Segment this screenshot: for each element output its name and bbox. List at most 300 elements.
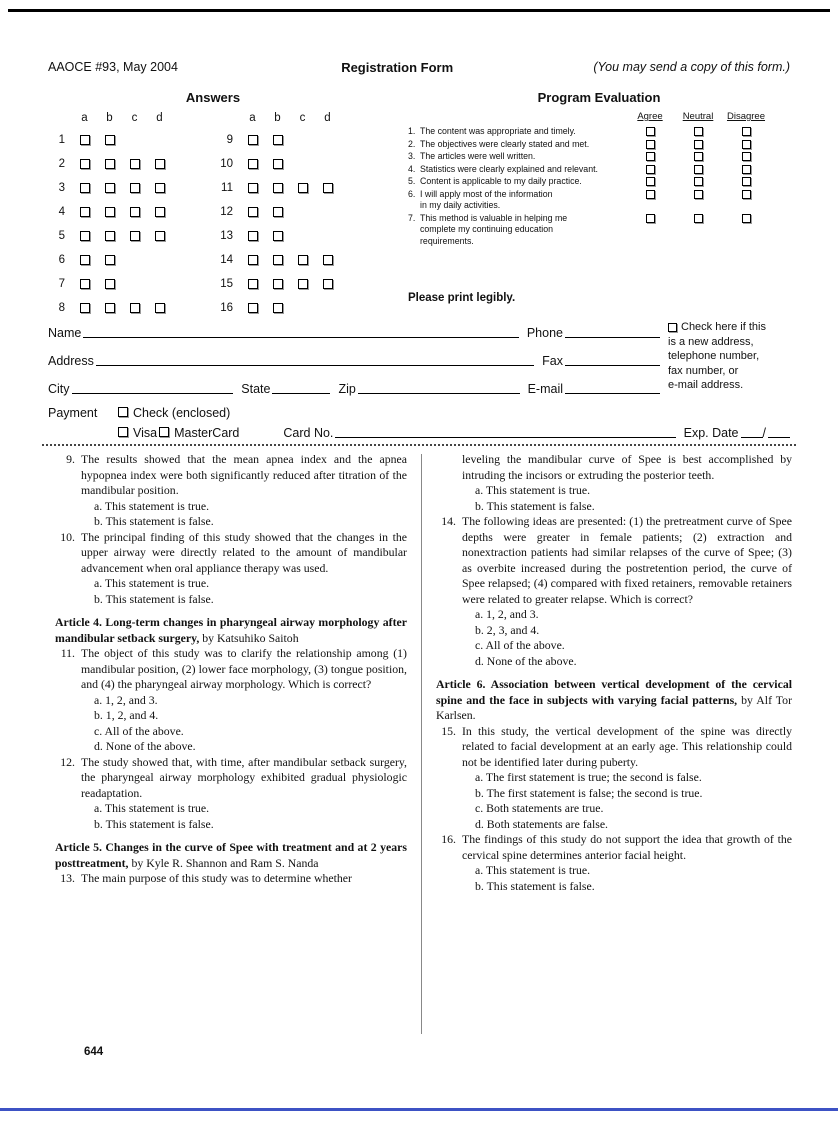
evaluation-item-checkboxes: [626, 151, 770, 161]
evaluation-column-disagree: Disagree: [726, 111, 766, 122]
evaluation-cell: [674, 139, 722, 149]
answer-slot: [265, 279, 290, 289]
answer-row-number: 8: [58, 302, 65, 314]
evaluation-item-line: The articles were well written.: [420, 151, 536, 161]
answer-checkbox-5a[interactable]: [80, 231, 90, 241]
evaluation-item-checkboxes: [626, 189, 770, 199]
evaluation-item: [408, 189, 790, 212]
evaluation-cell: [722, 151, 770, 161]
evaluation-item: [408, 176, 790, 188]
answer-slot: [265, 255, 290, 265]
answer-slot: [122, 207, 147, 217]
answer-checkbox-10b[interactable]: [273, 159, 283, 169]
question-option: b. The first statement is false; the second is true.: [475, 785, 703, 800]
answer-slot: [72, 183, 97, 193]
question-body: [75, 530, 407, 608]
answer-row: [48, 176, 172, 200]
phone-label: Phone: [526, 326, 563, 340]
answer-slot: [240, 159, 265, 169]
print-legibly-note: Please print legibly.: [408, 292, 516, 304]
answer-checkbox-14c[interactable]: [298, 255, 308, 265]
answer-checkbox-9b[interactable]: [273, 135, 283, 145]
state-label: State: [241, 382, 271, 396]
answers-section: [48, 90, 378, 320]
answer-checkbox-4a[interactable]: [80, 207, 90, 217]
evaluation-checkbox-3-disagree[interactable]: [742, 152, 751, 161]
exp-date-label: Exp. Date: [683, 426, 739, 440]
answer-row: [48, 272, 172, 296]
answer-checkbox-14b[interactable]: [273, 255, 283, 265]
evaluation-item-line: This method is valuable in helping me: [420, 212, 568, 223]
article-heading: [55, 840, 407, 871]
answer-checkbox-14a[interactable]: [248, 255, 258, 265]
answer-slot: [97, 159, 122, 169]
question-body: [75, 871, 407, 887]
check-enclosed-checkbox[interactable]: [118, 407, 128, 417]
answer-letters-header: [48, 110, 172, 126]
answer-checkbox-2a[interactable]: [80, 159, 90, 169]
evaluation-checkbox-6-neutral[interactable]: [694, 190, 703, 199]
answer-row-number: 16: [220, 302, 233, 314]
program-evaluation-section: [408, 90, 790, 248]
answer-checkbox-10a[interactable]: [248, 159, 258, 169]
evaluation-cell: [626, 139, 674, 149]
evaluation-cell: [626, 164, 674, 174]
answer-checkbox-3a[interactable]: [80, 183, 90, 193]
visa-checkbox[interactable]: [118, 427, 128, 437]
question-text: The results showed that the mean apnea index and the apnea hypopnea index were both significantly reduced after titration of the mandibular position.: [81, 452, 407, 497]
evaluation-item-lines: [420, 176, 626, 188]
evaluation-checkbox-2-disagree[interactable]: [742, 140, 751, 149]
evaluation-items: [408, 126, 790, 247]
evaluation-checkbox-6-disagree[interactable]: [742, 190, 751, 199]
answer-checkbox-15b[interactable]: [273, 279, 283, 289]
answer-checkbox-11d[interactable]: [323, 183, 333, 193]
state-input-line[interactable]: [272, 384, 330, 394]
question-number: [436, 452, 456, 514]
answer-checkbox-1a[interactable]: [80, 135, 90, 145]
answer-slot: [97, 279, 122, 289]
evaluation-column-agree: Agree: [637, 111, 663, 122]
evaluation-item-number: 5.: [408, 176, 416, 186]
answer-slot: [122, 159, 147, 169]
evaluation-item-number: 4.: [408, 163, 416, 174]
evaluation-cell: [722, 164, 770, 174]
evaluation-item-line: in my daily activities.: [420, 200, 501, 210]
evaluation-item-text: [408, 189, 626, 212]
evaluation-checkbox-2-neutral[interactable]: [694, 140, 703, 149]
exp-date-separator: /: [762, 426, 766, 440]
answer-slot: [315, 255, 340, 265]
fax-label: Fax: [542, 354, 563, 368]
question-option: a. This statement is true.: [475, 483, 591, 497]
question-number: 13.: [60, 871, 75, 885]
evaluation-cell: [722, 139, 770, 149]
question-option: b. This statement is false.: [94, 816, 214, 831]
answer-checkbox-13b[interactable]: [273, 231, 283, 241]
answer-slot: [240, 255, 265, 265]
answer-row: [216, 248, 340, 272]
question-option: d. None of the above.: [475, 653, 577, 668]
question-option: a. The first statement is true; the second is false.: [475, 770, 702, 784]
answer-checkbox-13a[interactable]: [248, 231, 258, 241]
answer-slot: [97, 207, 122, 217]
answer-checkbox-7a[interactable]: [80, 279, 90, 289]
answer-grid-left: [48, 110, 172, 320]
answer-slot: [97, 135, 122, 145]
evaluation-item-checkboxes: [626, 176, 770, 186]
question-option: c. Both statements are true.: [475, 801, 604, 815]
evaluation-checkbox-4-neutral[interactable]: [694, 165, 703, 174]
question-block: [436, 724, 792, 833]
answer-row-number: 13: [220, 230, 233, 242]
answer-letter: a: [249, 112, 256, 124]
question-continuation: [436, 452, 792, 514]
email-label: E-mail: [527, 382, 564, 396]
evaluation-item: [408, 139, 790, 151]
payment-row: [48, 396, 660, 420]
answer-slot: [122, 231, 147, 241]
answer-slot: [97, 183, 122, 193]
evaluation-cell: [674, 213, 722, 223]
evaluation-item-line: Statistics were clearly explained and relevant.: [420, 163, 598, 174]
question-text: The principal finding of this study showed that the changes in the upper airway were directly related to the amount of mandibular advancement when oral appliance therapy was used.: [81, 529, 407, 575]
answer-row: [48, 248, 172, 272]
question-body: [75, 452, 407, 530]
evaluation-cell: [674, 176, 722, 186]
question-number: 11.: [60, 646, 75, 660]
evaluation-item-text: [408, 139, 626, 151]
answer-checkbox-11c[interactable]: [298, 183, 308, 193]
answer-checkbox-4b[interactable]: [105, 207, 115, 217]
answer-slot: [265, 159, 290, 169]
question-option: b. 2, 3, and 4.: [475, 622, 540, 637]
answer-row-number: 5: [58, 230, 65, 242]
answer-row-number: 7: [58, 278, 65, 290]
city-state-zip-row: [48, 368, 660, 396]
answer-slot: [265, 183, 290, 193]
question-number: 14.: [441, 514, 456, 528]
answer-checkbox-5b[interactable]: [105, 231, 115, 241]
question-number: 15.: [441, 723, 456, 738]
question-text: The study showed that, with time, after mandibular setback surgery, the pharyngeal airway morphology exhibited gradual physiologic readaptation.: [81, 754, 407, 800]
contact-form: [48, 312, 790, 440]
form-title: Registration Form: [341, 60, 454, 75]
answer-checkbox-4c[interactable]: [130, 207, 140, 217]
answer-slot: [315, 183, 340, 193]
evaluation-column-headers: [408, 111, 790, 122]
question-block: [436, 832, 792, 894]
answer-letter: c: [299, 112, 306, 124]
check-enclosed-label: Check (enclosed): [133, 406, 231, 420]
article-heading-authors: by Alf Tor Karlsen.: [436, 692, 793, 722]
cut-line: [42, 444, 796, 446]
exp-year-line[interactable]: [768, 428, 790, 438]
payment-label: Payment: [48, 406, 98, 420]
answer-checkbox-9a[interactable]: [248, 135, 258, 145]
evaluation-item: [408, 213, 790, 248]
evaluation-checkbox-1-neutral[interactable]: [694, 127, 703, 136]
question-text: The object of this study was to clarify the relationship among (1) mandibular position, (2) lower face morphology, (3) tongue position, and (4) the pharyngeal airway morphology. Which is correct?: [81, 646, 407, 691]
question-option: a. This statement is true.: [94, 801, 210, 815]
issue-label: AAOCE #93, May 2004: [48, 60, 178, 74]
answer-checkbox-11a[interactable]: [248, 183, 258, 193]
column-divider: [421, 454, 422, 1034]
article-heading: [436, 677, 792, 724]
answer-slot: [147, 231, 172, 241]
evaluation-header-spacer: [408, 111, 626, 122]
answer-slot: [265, 207, 290, 217]
answer-checkbox-6a[interactable]: [80, 255, 90, 265]
exp-month-line[interactable]: [741, 428, 763, 438]
phone-input-line[interactable]: [565, 328, 660, 338]
evaluation-item: [408, 126, 790, 138]
answer-slot: [240, 207, 265, 217]
evaluation-checkbox-5-agree[interactable]: [646, 177, 655, 186]
evaluation-cell: [626, 126, 674, 136]
evaluation-checkbox-1-agree[interactable]: [646, 127, 655, 136]
answer-slot: [240, 135, 265, 145]
answer-checkbox-4d[interactable]: [155, 207, 165, 217]
answer-slot: [122, 183, 147, 193]
evaluation-item-lines: [420, 164, 626, 176]
answer-slot: [147, 207, 172, 217]
answer-slot: [290, 279, 315, 289]
question-option: b. This statement is false.: [94, 514, 214, 528]
question-body: [456, 832, 792, 894]
evaluation-item-lines: [420, 151, 626, 163]
evaluation-item-checkboxes: [626, 164, 770, 174]
new-address-note-text: fax number, or: [668, 364, 739, 377]
new-address-note: [668, 320, 792, 393]
question-block: [55, 871, 407, 887]
answer-letter: d: [156, 112, 163, 124]
question-text: The main purpose of this study was to determine whether: [81, 871, 352, 885]
evaluation-cell: [722, 126, 770, 136]
evaluation-item-checkboxes: [626, 139, 770, 149]
answer-checkbox-1b[interactable]: [105, 135, 115, 145]
answer-row: [48, 224, 172, 248]
question-body: [75, 755, 407, 833]
mastercard-label: MasterCard: [174, 426, 240, 440]
card-no-label: Card No.: [283, 426, 334, 440]
evaluation-item-text: [408, 164, 626, 176]
questions-right-column: [436, 452, 792, 1034]
answer-slot: [265, 231, 290, 241]
new-address-note-text: is a new address,: [668, 335, 754, 348]
evaluation-item: [408, 164, 790, 176]
evaluation-item: [408, 151, 790, 163]
answer-checkbox-15d[interactable]: [323, 279, 333, 289]
answer-checkbox-3c[interactable]: [130, 183, 140, 193]
evaluation-checkbox-3-neutral[interactable]: [694, 152, 703, 161]
answer-checkbox-7b[interactable]: [105, 279, 115, 289]
evaluation-cell: [674, 189, 722, 199]
article-heading-title: Article 4. Long-term changes in pharyngeal airway morphology after mandibular setback surgery,: [55, 615, 407, 645]
answer-slot: [72, 231, 97, 241]
answer-row-number: 1: [58, 134, 65, 146]
new-address-note-first-line: [668, 320, 792, 335]
answer-letters-header: [216, 110, 340, 126]
evaluation-cell: [722, 213, 770, 223]
visa-label: Visa: [133, 426, 158, 440]
evaluation-item-line: requirements.: [420, 235, 474, 246]
question-option: d. None of the above.: [94, 739, 196, 753]
answer-slot: [147, 183, 172, 193]
answer-slot: [290, 183, 315, 193]
evaluation-checkbox-1-disagree[interactable]: [742, 127, 751, 136]
question-option: a. This statement is true.: [94, 576, 210, 590]
evaluation-cell: [626, 151, 674, 161]
city-label: City: [48, 382, 70, 396]
address-input-line[interactable]: [96, 356, 534, 366]
contact-fields: [48, 312, 660, 420]
answer-row-number: 12: [220, 206, 233, 218]
answer-checkbox-15a[interactable]: [248, 279, 258, 289]
evaluation-item-number: 3.: [408, 151, 416, 161]
question-block: [436, 514, 792, 669]
question-option: c. All of the above.: [475, 638, 565, 652]
evaluation-checkbox-3-agree[interactable]: [646, 152, 655, 161]
article-heading-title: Article 5. Changes in the curve of Spee with treatment and at 2 years posttreatment,: [55, 840, 407, 870]
fax-input-line[interactable]: [565, 356, 660, 366]
top-border-line: [8, 9, 830, 12]
new-address-note-text: telephone number,: [668, 350, 760, 362]
answer-checkbox-15c[interactable]: [298, 279, 308, 289]
answer-row-number: 11: [221, 182, 233, 194]
answer-row: [48, 128, 172, 152]
answer-slot: [147, 159, 172, 169]
question-number: 10.: [60, 529, 75, 544]
evaluation-checkbox-4-agree[interactable]: [646, 165, 655, 174]
address-row: [48, 340, 660, 368]
answer-checkbox-14d[interactable]: [323, 255, 333, 265]
question-text: In this study, the vertical development of the spine was directly related to facial development at an early age. This relationship could not be identified later during puberty.: [462, 723, 792, 769]
answer-checkbox-2c[interactable]: [130, 159, 140, 169]
answer-slot: [290, 255, 315, 265]
answer-slot: [72, 135, 97, 145]
evaluation-item-text: [408, 126, 626, 138]
answer-checkbox-2b[interactable]: [105, 159, 115, 169]
evaluation-cell: [626, 213, 674, 223]
evaluation-cell: [626, 176, 674, 186]
question-block: [55, 646, 407, 755]
email-input-line[interactable]: [565, 384, 660, 394]
evaluation-item-lines: [420, 189, 626, 212]
answer-checkbox-5d[interactable]: [155, 231, 165, 241]
evaluation-item-lines: [420, 126, 626, 138]
article-heading-authors: by Katsuhiko Saitoh: [202, 630, 299, 645]
evaluation-item-number: 2.: [408, 138, 416, 149]
answer-checkbox-2d[interactable]: [155, 159, 165, 169]
question-block: [55, 530, 407, 608]
evaluation-item-line: complete my continuing education: [420, 224, 554, 234]
evaluation-cell: [674, 164, 722, 174]
answer-checkbox-12a[interactable]: [248, 207, 258, 217]
card-no-input-line[interactable]: [335, 428, 675, 438]
question-block: [55, 755, 407, 833]
answer-slot: [72, 207, 97, 217]
name-label: Name: [48, 326, 82, 340]
evaluation-checkbox-4-disagree[interactable]: [742, 165, 751, 174]
answer-slot: [97, 231, 122, 241]
page-number: 644: [84, 1046, 104, 1058]
article-heading-title: Article 6. Association between vertical development of the cervical spine and the face in subjects with varying facial patterns,: [436, 677, 792, 707]
answer-row: [216, 224, 340, 248]
answer-checkbox-3d[interactable]: [155, 183, 165, 193]
answer-row: [216, 200, 340, 224]
question-number: 16.: [441, 832, 456, 846]
question-number: 9.: [66, 452, 75, 466]
question-block: [55, 452, 407, 530]
answer-row: [48, 200, 172, 224]
answer-checkbox-6b[interactable]: [105, 255, 115, 265]
answer-checkbox-12b[interactable]: [273, 207, 283, 217]
evaluation-checkbox-5-disagree[interactable]: [742, 177, 751, 186]
answer-row: [216, 272, 340, 296]
city-input-line[interactable]: [72, 384, 234, 394]
zip-label: Zip: [338, 382, 356, 396]
evaluation-checkbox-7-neutral[interactable]: [694, 214, 703, 223]
evaluation-checkbox-6-agree[interactable]: [646, 190, 655, 199]
answer-checkbox-5c[interactable]: [130, 231, 140, 241]
evaluation-checkbox-2-agree[interactable]: [646, 140, 655, 149]
evaluation-title: Program Evaluation: [537, 90, 661, 105]
question-body: [456, 452, 792, 514]
answer-checkbox-3b[interactable]: [105, 183, 115, 193]
answer-slot: [72, 255, 97, 265]
answer-slot: [240, 183, 265, 193]
mastercard-checkbox[interactable]: [159, 427, 169, 437]
evaluation-item-lines: [420, 213, 626, 248]
evaluation-checkbox-5-neutral[interactable]: [694, 177, 703, 186]
evaluation-cell: [674, 126, 722, 136]
evaluation-item-number: 6.: [408, 188, 416, 199]
question-body: [456, 514, 792, 669]
evaluation-checkbox-7-agree[interactable]: [646, 214, 655, 223]
answer-row-number: 14: [220, 254, 233, 266]
zip-input-line[interactable]: [358, 384, 520, 394]
answer-row-number: 3: [58, 182, 65, 194]
question-body: [75, 646, 407, 755]
question-option: b. This statement is false.: [475, 878, 595, 893]
answer-row-number: 2: [58, 158, 65, 170]
question-option: c. All of the above.: [94, 723, 184, 738]
answer-row-number: 6: [58, 254, 65, 266]
answer-checkbox-11b[interactable]: [273, 183, 283, 193]
article-heading-authors: by Kyle R. Shannon and Ram S. Nanda: [131, 855, 319, 870]
question-option: a. 1, 2, and 3.: [94, 692, 158, 707]
evaluation-cell: [626, 189, 674, 199]
evaluation-item-lines: [420, 139, 626, 151]
new-address-checkbox[interactable]: [668, 323, 677, 332]
answer-slot: [240, 231, 265, 241]
evaluation-column-neutral: Neutral: [682, 111, 714, 122]
question-option: a. This statement is true.: [475, 863, 591, 877]
evaluation-item-text: [408, 213, 626, 248]
page-header: [48, 60, 790, 75]
answer-letter: a: [81, 112, 88, 124]
question-option: d. Both statements are false.: [475, 816, 609, 831]
name-input-line[interactable]: [83, 328, 519, 338]
answers-title: Answers: [185, 90, 241, 105]
article-heading: [55, 615, 407, 646]
question-text: The following ideas are presented: (1) the pretreatment curve of Spee depths were greater in female patients; (2) extraction and nonextraction patients had similar relapses of the curve of Spee; (3) as overbite increased during the postretention period, the curve of Spee relapsed; (4) compared with fixed retainers, removable retainers were related to greater relapse. Which is correct?: [462, 514, 792, 606]
evaluation-item-checkboxes: [626, 126, 770, 136]
evaluation-item-line: Content is applicable to my daily practice.: [420, 176, 582, 186]
question-text: leveling the mandibular curve of Spee is best accomplished by intruding the incisors or extruding the posterior teeth.: [462, 452, 792, 482]
evaluation-checkbox-7-disagree[interactable]: [742, 214, 751, 223]
